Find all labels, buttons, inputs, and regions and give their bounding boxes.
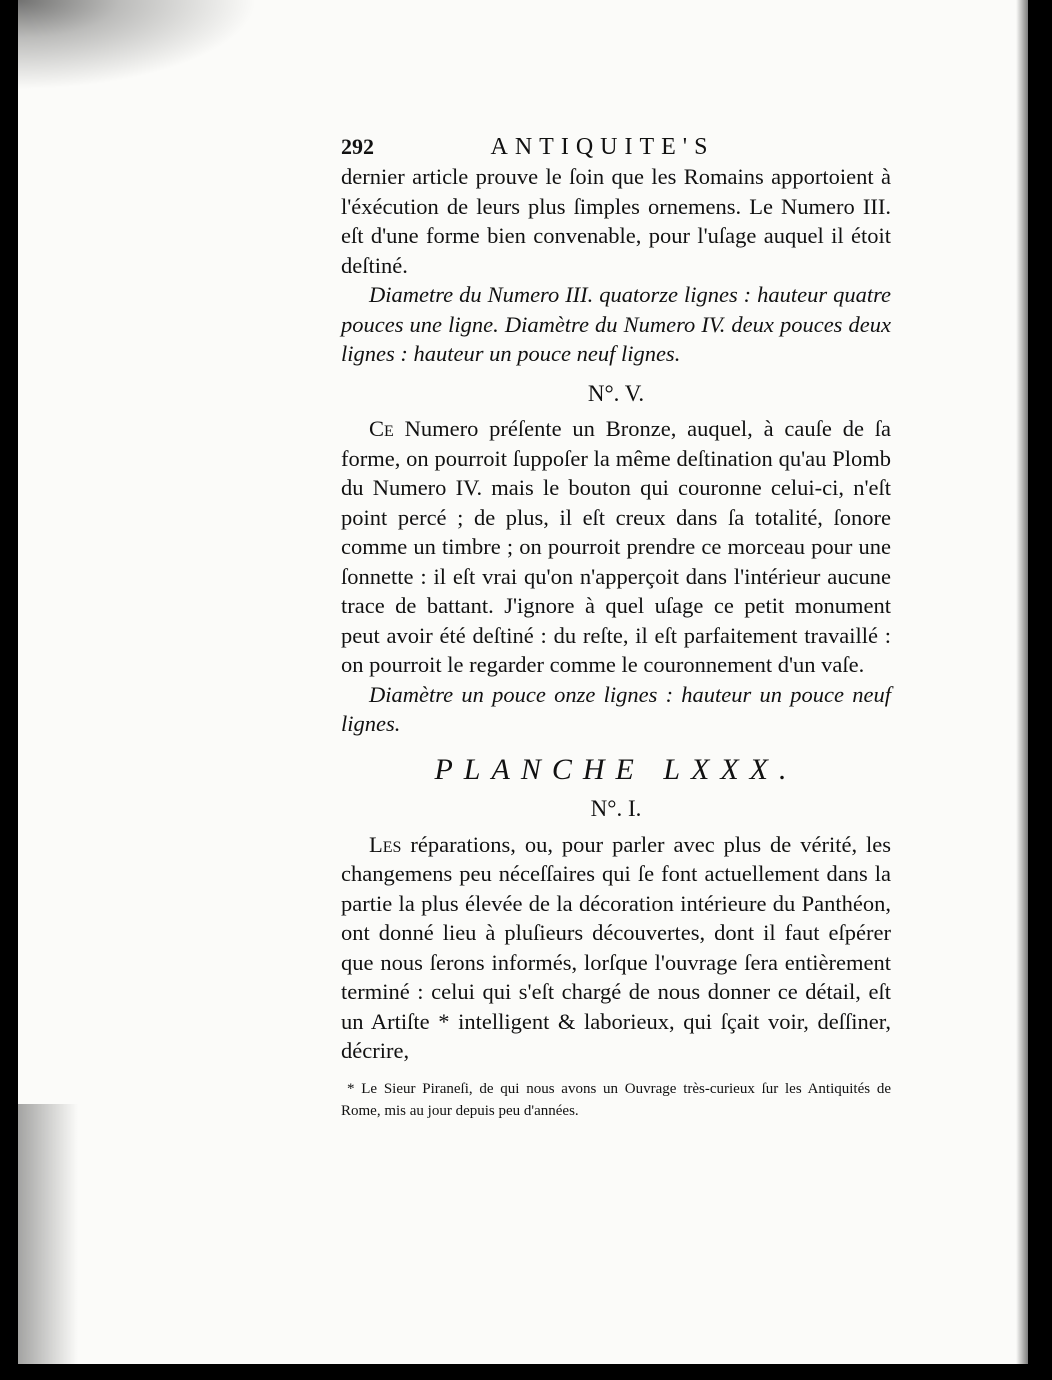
paragraph-no-v-body: Numero préſente un Bronze, auquel, à cauſe de ſa forme, on pourroit ſuppoſer la même deſtination qu'au Plomb du Numero IV. mais le bouton qui couronne celui-ci, n'eſt point percé ; de plus, il eſt creux dans ſa totalité, ſonore comme un timbre ; on pourroit prendre ce morceau pour une ſonnette : il eſt vrai qu'on n'apperçoit dans l'intérieur aucune trace de battant. J'ignore à quel uſage ce petit monument peut avoir été deſtiné : du reſte, il eſt parfaitement travaillé : on pourroit le regarder comme le couronnement d'un vaſe.	[341, 416, 891, 677]
paragraph-no-v	[341, 414, 891, 680]
dimensions-note-2: Diamètre un pouce onze lignes : hauteur un pouce neuf lignes.	[341, 681, 891, 736]
footnote: * Le Sieur Piraneſi, de qui nous avons un Ouvrage très-curieux ſur les Antiquités de Rome, mis au jour depuis peu d'années.	[341, 1080, 891, 1119]
scan-shadow-bottom-left	[18, 1104, 78, 1364]
page-text	[341, 132, 891, 1122]
plate-heading: PLANCHE LXXX.	[434, 752, 798, 786]
paragraph-continued: dernier article prouve le ſoin que les Romains apportoient à l'éxécution de leurs plus ſimples ornemens. Le Numero III. eſt d'une forme bien convenable, pour l'uſage auquel il étoit deſtiné.	[341, 164, 891, 278]
page-number: 292	[341, 134, 374, 159]
page-header	[341, 132, 891, 162]
running-head: ANTIQUITE'S	[490, 134, 715, 160]
section-heading-no-v: N°. V.	[587, 380, 645, 406]
paragraph-lead-word: Les	[369, 831, 402, 857]
dimensions-note-1: Diametre du Numero III. quatorze lignes : hauteur quatre pouces une ligne. Diamètre du Numero IV. deux pouces deux lignes : hauteur un pouce neuf lignes.	[341, 282, 891, 366]
paragraph-no-i-body: réparations, ou, pour parler avec plus de vérité, les changemens peu néceſſaires qui ſe font actuellement dans la partie la plus élevée de la décoration intérieure du Panthéon, ont donné lieu à pluſieurs découvertes, dont il faut eſpérer que nous ſerons informés, lorſque l'ouvrage ſera entièrement terminé : celui qui s'eſt chargé de nous donner ce détail, eſt un Artiſte * intelligent & laborieux, qui ſçait voir, deſſiner, décrire,	[341, 831, 891, 1063]
scan-shadow-top-left	[18, 0, 258, 90]
scan-shadow-right	[1016, 0, 1028, 1364]
paragraph-lead-word: Ce	[369, 416, 394, 441]
page-sheet	[18, 0, 1028, 1364]
section-heading-no-i: N°. I.	[590, 796, 642, 821]
paragraph-no-i	[341, 830, 891, 1066]
